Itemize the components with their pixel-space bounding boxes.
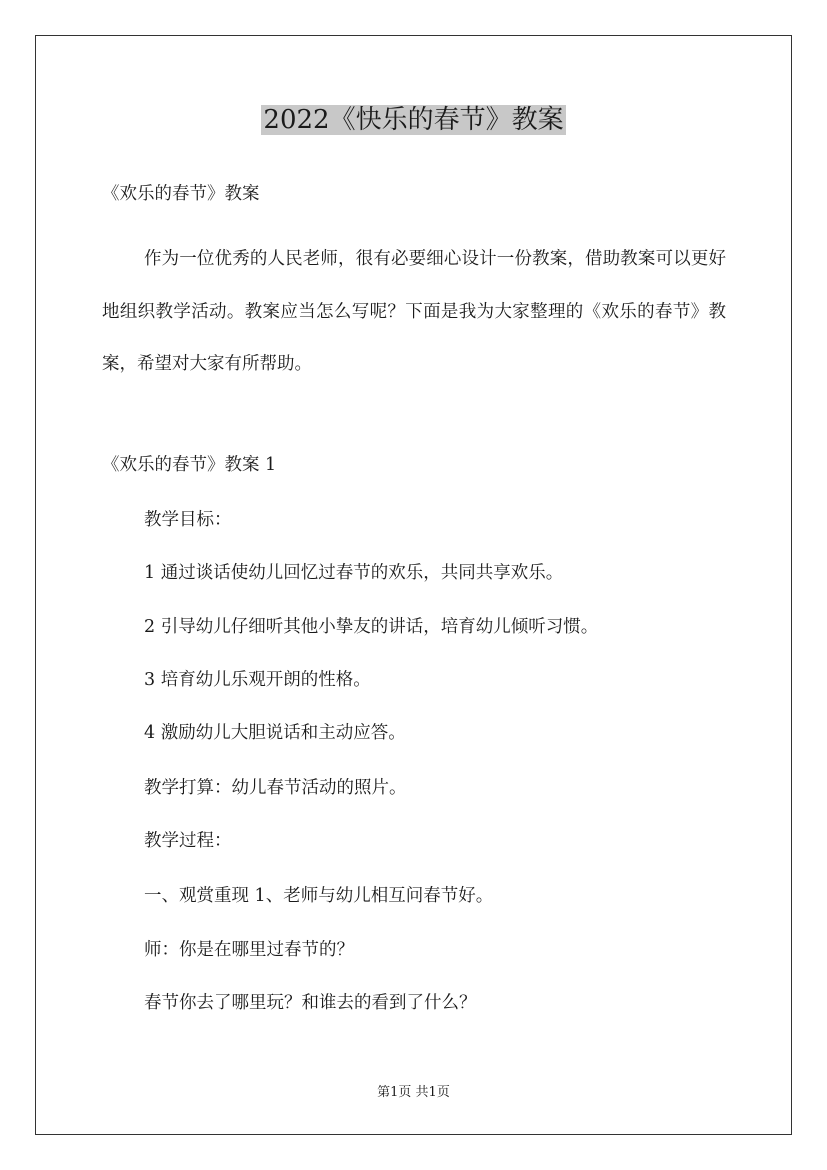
- body-line: 3 培育幼儿乐观开朗的性格。: [144, 670, 371, 690]
- body-line: 1 通过谈话使幼儿回忆过春节的欢乐，共同共享欢乐。: [144, 563, 564, 583]
- body-line: 教学过程：: [144, 831, 232, 851]
- document-title: [0, 100, 827, 140]
- intro-paragraph: 作为一位优秀的人民老师，很有必要细心设计一份教案，借助教案可以更好地组织教学活动。教案应当怎么写呢？下面是我为大家整理的《欢乐的春节》教案，希望对大家有所帮助。: [102, 249, 726, 374]
- body-line: 教学目标：: [144, 510, 232, 530]
- body-line: 一、观赏重现 1、老师与幼儿相互问春节好。: [144, 886, 494, 906]
- body-line: 春节你去了哪里玩？和谁去的看到了什么？: [144, 993, 477, 1013]
- section-heading: 《欢乐的春节》教案 1: [102, 455, 277, 475]
- body-line: 师：你是在哪里过春节的？: [144, 940, 354, 960]
- body-line: 2 引导幼儿仔细听其他小挚友的讲话，培育幼儿倾听习惯。: [144, 617, 599, 637]
- body-line: 4 激励幼儿大胆说话和主动应答。: [144, 723, 406, 743]
- page-footer: 第1页 共1页: [377, 1085, 450, 1100]
- body-line: 教学打算：幼儿春节活动的照片。: [144, 778, 407, 798]
- document-subtitle: 《欢乐的春节》教案: [102, 184, 260, 204]
- document-title-text: 2022《快乐的春节》教案: [263, 105, 564, 135]
